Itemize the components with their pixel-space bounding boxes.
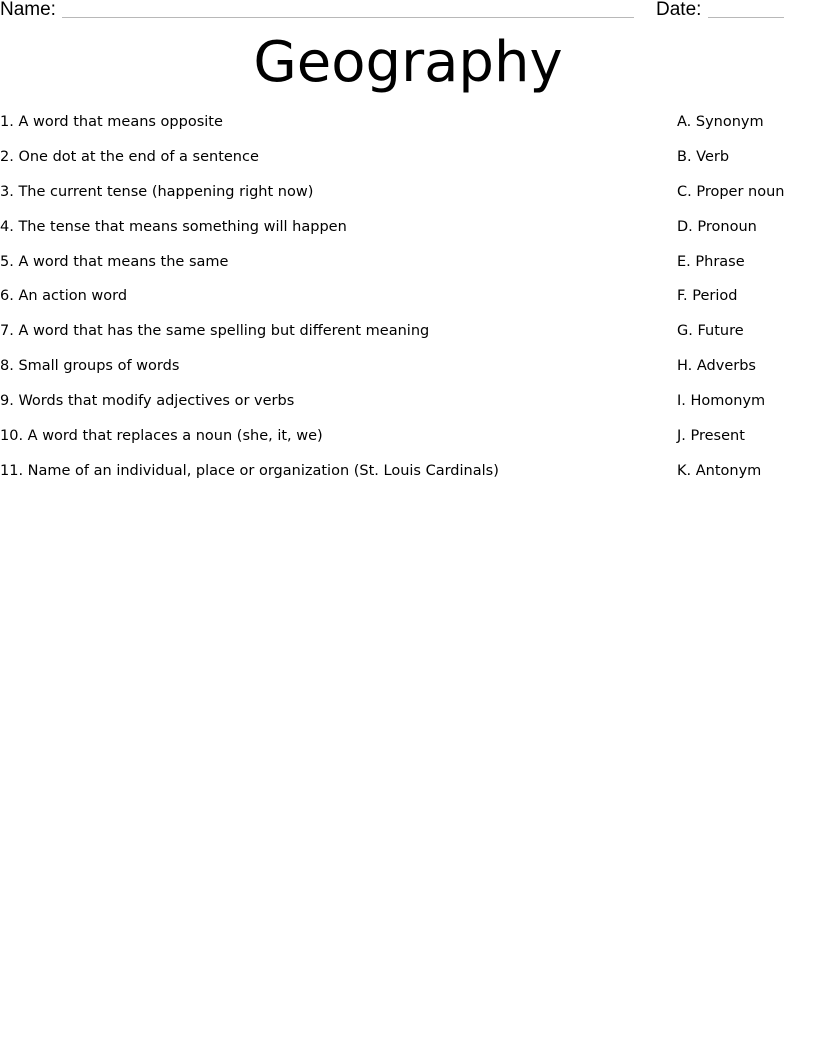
question-item: 3. The current tense (happening right now) bbox=[0, 183, 314, 200]
question-item: 5. A word that means the same bbox=[0, 253, 229, 270]
question-item: 7. A word that has the same spelling but different meaning bbox=[0, 323, 430, 340]
question-item: 9. Words that modify adjectives or verbs bbox=[0, 393, 295, 410]
question-item: 10. A word that replaces a noun (she, it, we) bbox=[0, 428, 323, 445]
answer-item: A. Synonym bbox=[677, 114, 764, 130]
answer-item: D. Pronoun bbox=[677, 218, 757, 235]
question-item: 4. The tense that means something will happen bbox=[0, 218, 347, 235]
question-list bbox=[0, 112, 650, 496]
name-field-line[interactable] bbox=[62, 17, 634, 18]
page-title: Geography bbox=[253, 30, 563, 95]
date-label: Date: bbox=[656, 0, 702, 20]
answer-item: H. Adverbs bbox=[677, 358, 756, 375]
header bbox=[0, 0, 816, 22]
answer-item: G. Future bbox=[677, 323, 744, 340]
question-item: 6. An action word bbox=[0, 288, 128, 305]
answer-item: I. Homonym bbox=[677, 393, 766, 410]
answer-item: K. Antonym bbox=[677, 462, 762, 479]
date-field-line[interactable] bbox=[708, 17, 784, 18]
answer-item: C. Proper noun bbox=[677, 183, 785, 200]
answer-item: B. Verb bbox=[677, 148, 730, 165]
answer-item: E. Phrase bbox=[677, 253, 745, 270]
question-item: 8. Small groups of words bbox=[0, 358, 180, 375]
name-label: Name: bbox=[0, 0, 56, 20]
question-item: 2. One dot at the end of a sentence bbox=[0, 148, 259, 165]
answer-list bbox=[677, 112, 816, 496]
question-item: 11. Name of an individual, place or organization (St. Louis Cardinals) bbox=[0, 462, 499, 479]
answer-item: F. Period bbox=[677, 288, 738, 305]
question-item: 1. A word that means opposite bbox=[0, 114, 223, 130]
answer-item: J. Present bbox=[677, 428, 745, 445]
